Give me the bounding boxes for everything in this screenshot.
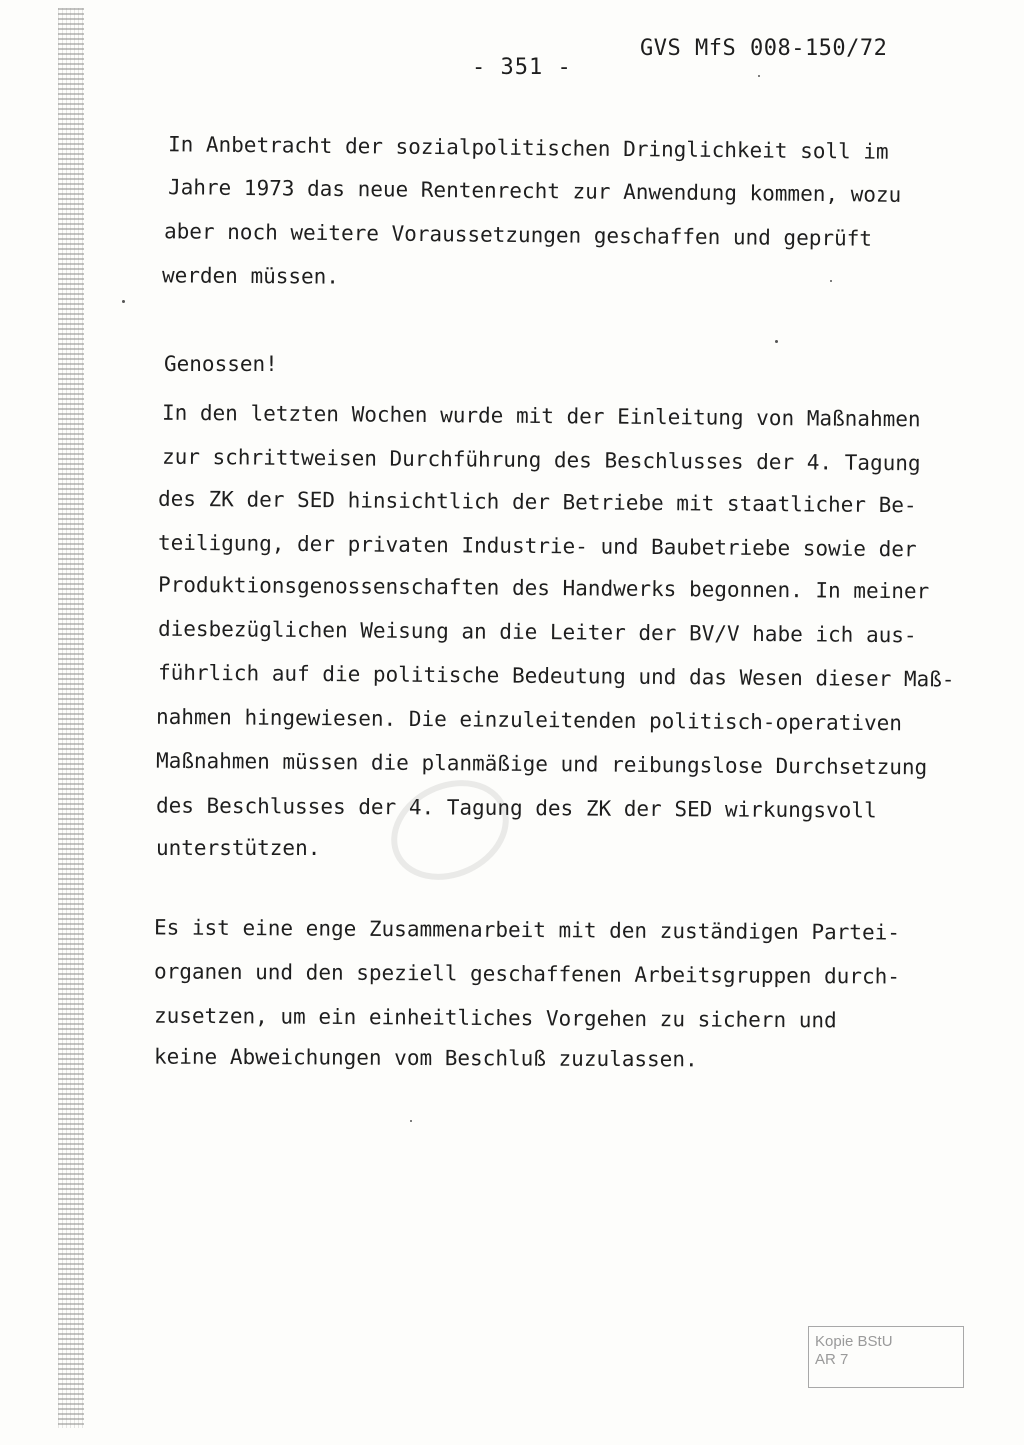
text-line: unterstützen. xyxy=(156,836,321,860)
text-line: diesbezüglichen Weisung an die Leiter der BV/V habe ich aus- xyxy=(157,616,917,648)
text-line: keine Abweichungen vom Beschluß zuzulassen. xyxy=(153,1044,698,1072)
text-line: teiligung, der privaten Industrie- und Baubetriebe sowie der xyxy=(157,530,917,562)
archive-stamp xyxy=(808,1326,964,1388)
stamp-line: Kopie BStU xyxy=(815,1333,893,1350)
text-line: In Anbetracht der sozialpolitischen Dringlichkeit soll im xyxy=(167,132,889,164)
scan-speck xyxy=(830,280,832,282)
text-line: Genossen! xyxy=(164,352,278,376)
stamp-line: AR 7 xyxy=(815,1351,849,1368)
scan-speck xyxy=(758,75,760,77)
text-line: führlich auf die politische Bedeutung und das Wesen dieser Maß- xyxy=(157,660,955,692)
scan-speck xyxy=(410,1120,412,1122)
text-line: werden müssen. xyxy=(161,263,340,289)
text-line: Maßnahmen müssen die planmäßige und reibungslose Durchsetzung xyxy=(155,748,928,780)
page-number: - 351 - xyxy=(472,55,572,80)
text-line: Es ist eine enge Zusammenarbeit mit den zuständigen Partei- xyxy=(153,915,901,945)
text-line: Jahre 1973 das neue Rentenrecht zur Anwendung kommen, wozu xyxy=(167,175,902,207)
text-line: des Beschlusses der 4. Tagung des ZK der SED wirkungsvoll xyxy=(155,793,877,823)
text-line: zusetzen, um ein einheitliches Vorgehen zu sichern und xyxy=(153,1003,837,1033)
scan-edge-artifact xyxy=(58,8,84,1428)
faint-watermark xyxy=(380,770,520,890)
text-line: zur schrittweisen Durchführung des Beschlusses der 4. Tagung xyxy=(161,444,921,476)
text-line: organen und den speziell geschaffenen Arbeitsgruppen durch- xyxy=(153,959,901,989)
text-line: In den letzten Wochen wurde mit der Einleitung von Maßnahmen xyxy=(161,400,921,432)
text-line: Produktionsgenossenschaften des Handwerks begonnen. In meiner xyxy=(157,572,930,604)
text-line: aber noch weitere Voraussetzungen geschaffen und geprüft xyxy=(163,219,873,251)
text-line: des ZK der SED hinsichtlich der Betriebe mit staatlicher Be- xyxy=(157,486,917,518)
document-reference: GVS MfS 008-150/72 xyxy=(640,36,888,61)
scan-speck xyxy=(775,340,778,343)
scan-speck xyxy=(122,300,125,303)
text-line: nahmen hingewiesen. Die einzuleitenden politisch-operativen xyxy=(155,704,903,736)
